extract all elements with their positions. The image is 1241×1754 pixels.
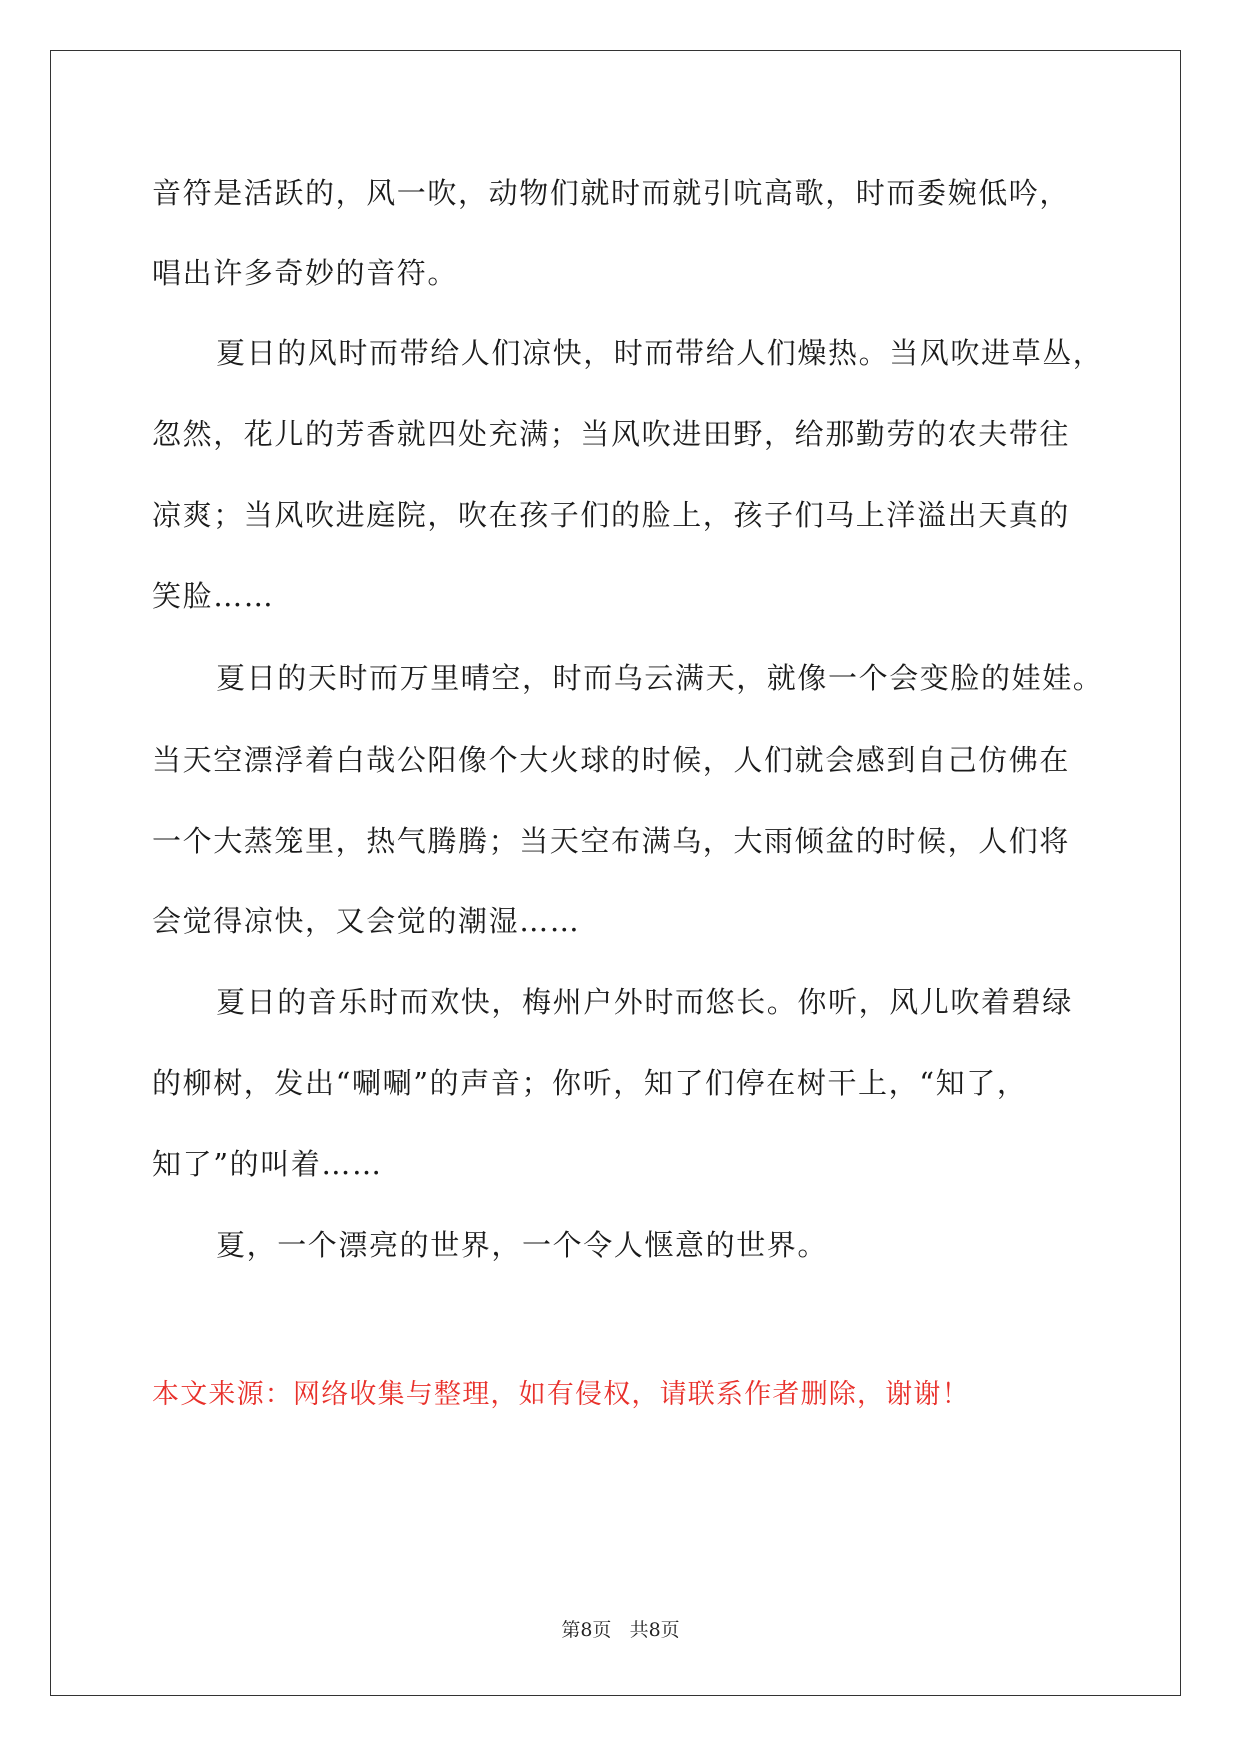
body-line: 一个大蒸笼里，热气腾腾；当天空布满乌，大雨倾盆的时候，人们将 [152,824,1071,858]
body-line: 唱出许多奇妙的音符。 [152,256,459,290]
page-border [50,50,1181,1696]
body-line: 音符是活跃的，风一吹，动物们就时而就引吭高歌，时而委婉低吟， [152,176,1071,210]
page-total: 共8页 [629,1619,680,1641]
body-line: 夏日的风时而带给人们凉快，时而带给人们燥热。当风吹进草丛， [216,336,1104,370]
page-footer [0,1618,1241,1642]
page-number: 第8页 [561,1619,612,1641]
body-line: 笑脸…… [152,579,275,613]
body-line: 会觉得凉快，又会觉的潮湿…… [152,904,581,938]
body-line: 凉爽；当风吹进庭院，吹在孩子们的脸上，孩子们马上洋溢出天真的 [152,498,1071,532]
body-line: 夏，一个漂亮的世界，一个令人惬意的世界。 [216,1228,829,1262]
body-line: 夏日的音乐时而欢快，梅州户外时而悠长。你听，风儿吹着碧绿 [216,985,1073,1019]
body-line: 的柳树，发出“唰唰”的声音；你听，知了们停在树干上，“知了， [152,1066,1028,1100]
body-line: 当天空漂浮着白哉公阳像个大火球的时候，人们就会感到自己仿佛在 [152,743,1071,777]
body-line: 知了”的叫着…… [152,1147,383,1181]
body-line: 夏日的天时而万里晴空，时而乌云满天，就像一个会变脸的娃娃。 [216,661,1104,695]
source-notice: 本文来源：网络收集与整理，如有侵权，请联系作者删除，谢谢！ [152,1379,970,1410]
body-line: 忽然，花儿的芳香就四处充满；当风吹进田野，给那勤劳的农夫带往 [152,417,1071,451]
